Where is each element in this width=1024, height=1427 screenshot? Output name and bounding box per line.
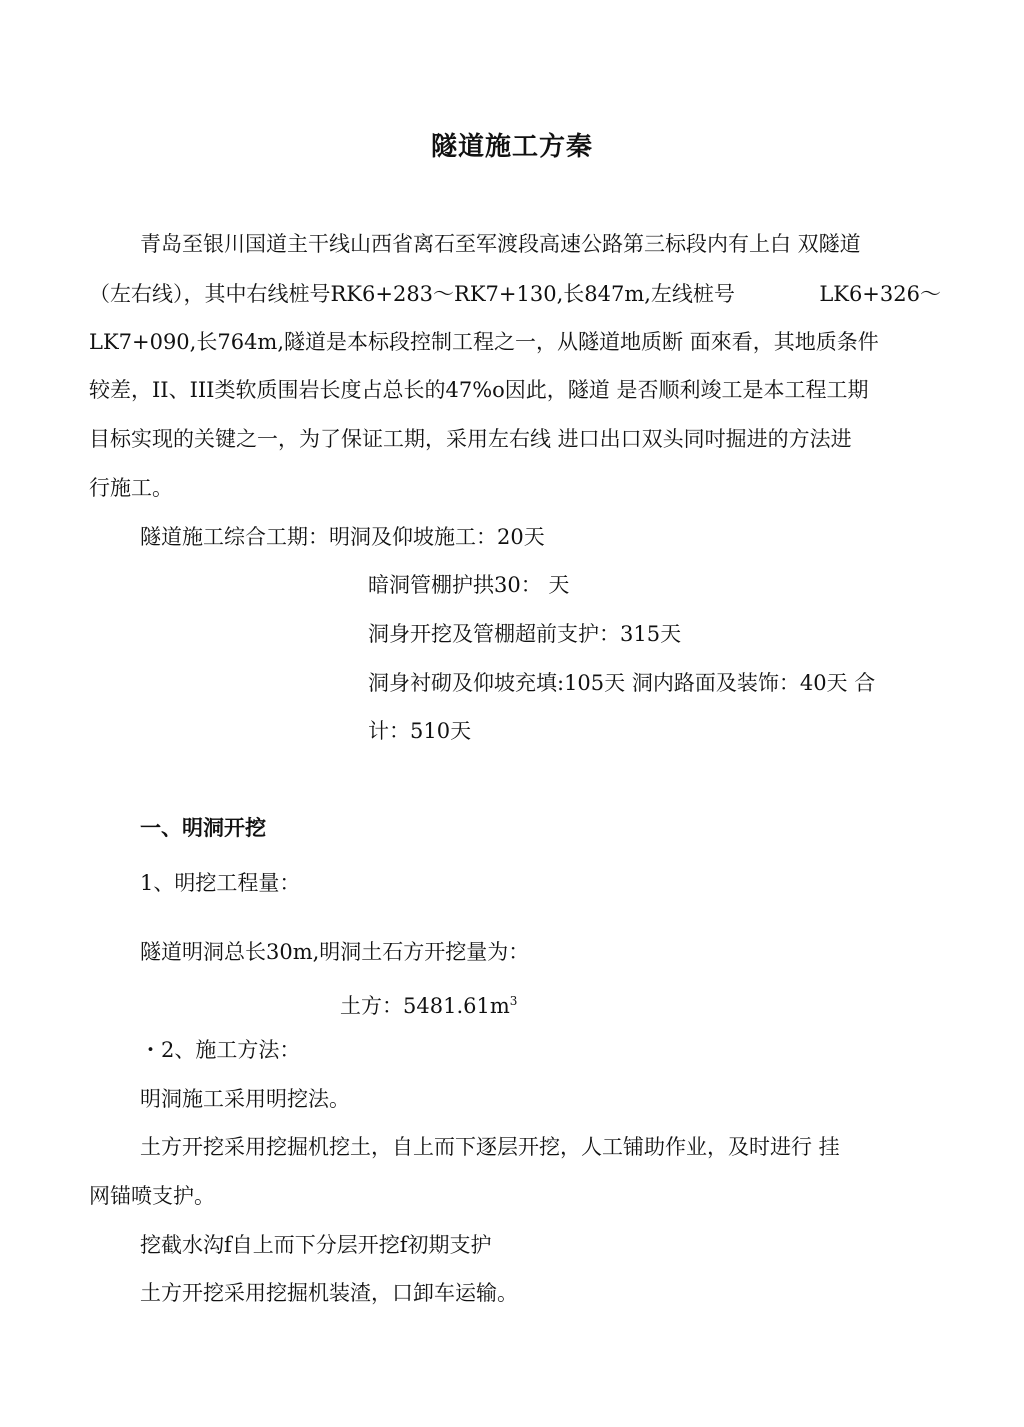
subheading-quantity: 1、明挖工程量：	[140, 871, 301, 895]
earthwork-volume-exponent: 3	[509, 994, 518, 1008]
schedule-line-4: 洞身衬砌及仰坡充填:105天 洞内路面及装饰：40天 合	[368, 671, 876, 695]
intro-line-3: LK7+090,长764m,隧道是本标段控制工程之一，从隧道地质断 面來看，其地质条件	[89, 330, 879, 354]
method-line-3: 挖截水沟f自上而下分层开挖f初期支护	[140, 1233, 492, 1257]
method-line-2: 土方开挖采用挖掘机挖土，自上而下逐层开挖，人工铺助作业，及时进行 挂	[140, 1135, 840, 1159]
earthwork-volume	[340, 986, 517, 1021]
intro-line-4: 较差，II、III类软质围岩长度占总长的47%o因此，隧道 是否顺利竣工是本工程工期	[89, 378, 869, 402]
intro-line-2-left: （左右线），其中右线桩号RK6+283～RK7+130,长847m,左线桩号	[89, 282, 735, 306]
method-line-1: 明洞施工采用明挖法。	[140, 1087, 350, 1111]
intro-line-6: 行施工。	[89, 476, 173, 500]
schedule-line-1: 隧道施工综合工期：明洞及仰坡施工：20天	[140, 525, 545, 549]
section-heading-open-cut: 一、明洞开挖	[140, 816, 266, 840]
intro-line-1: 青岛至银川国道主干线山西省离石至军渡段高速公路第三标段内有上白 双隧道	[140, 232, 861, 256]
earthwork-volume-value: 土方：5481.61m	[340, 994, 510, 1018]
method-line-2-cont: 网锚喷支护。	[89, 1184, 215, 1208]
document-title: 隧道施工方秦	[430, 132, 593, 162]
intro-line-2-right: LK6+326～	[819, 282, 941, 306]
schedule-line-5: 计：510天	[368, 719, 472, 743]
intro-line-2	[89, 279, 941, 309]
open-cut-length-line: 隧道明洞总长30m,明洞土石方开挖量为：	[140, 940, 530, 964]
subheading-method: ・2、施工方法：	[140, 1038, 301, 1062]
schedule-line-3: 洞身开挖及管棚超前支护：315天	[368, 622, 682, 646]
method-line-4: 土方开挖采用挖掘机装渣，口卸车运输。	[140, 1281, 518, 1305]
schedule-line-2: 暗洞管棚护拱30： 天	[368, 573, 570, 597]
intro-line-5: 目标实现的关键之一，为了保证工期，采用左右线 进口出口双头同吋掘进的方法进	[89, 427, 852, 451]
